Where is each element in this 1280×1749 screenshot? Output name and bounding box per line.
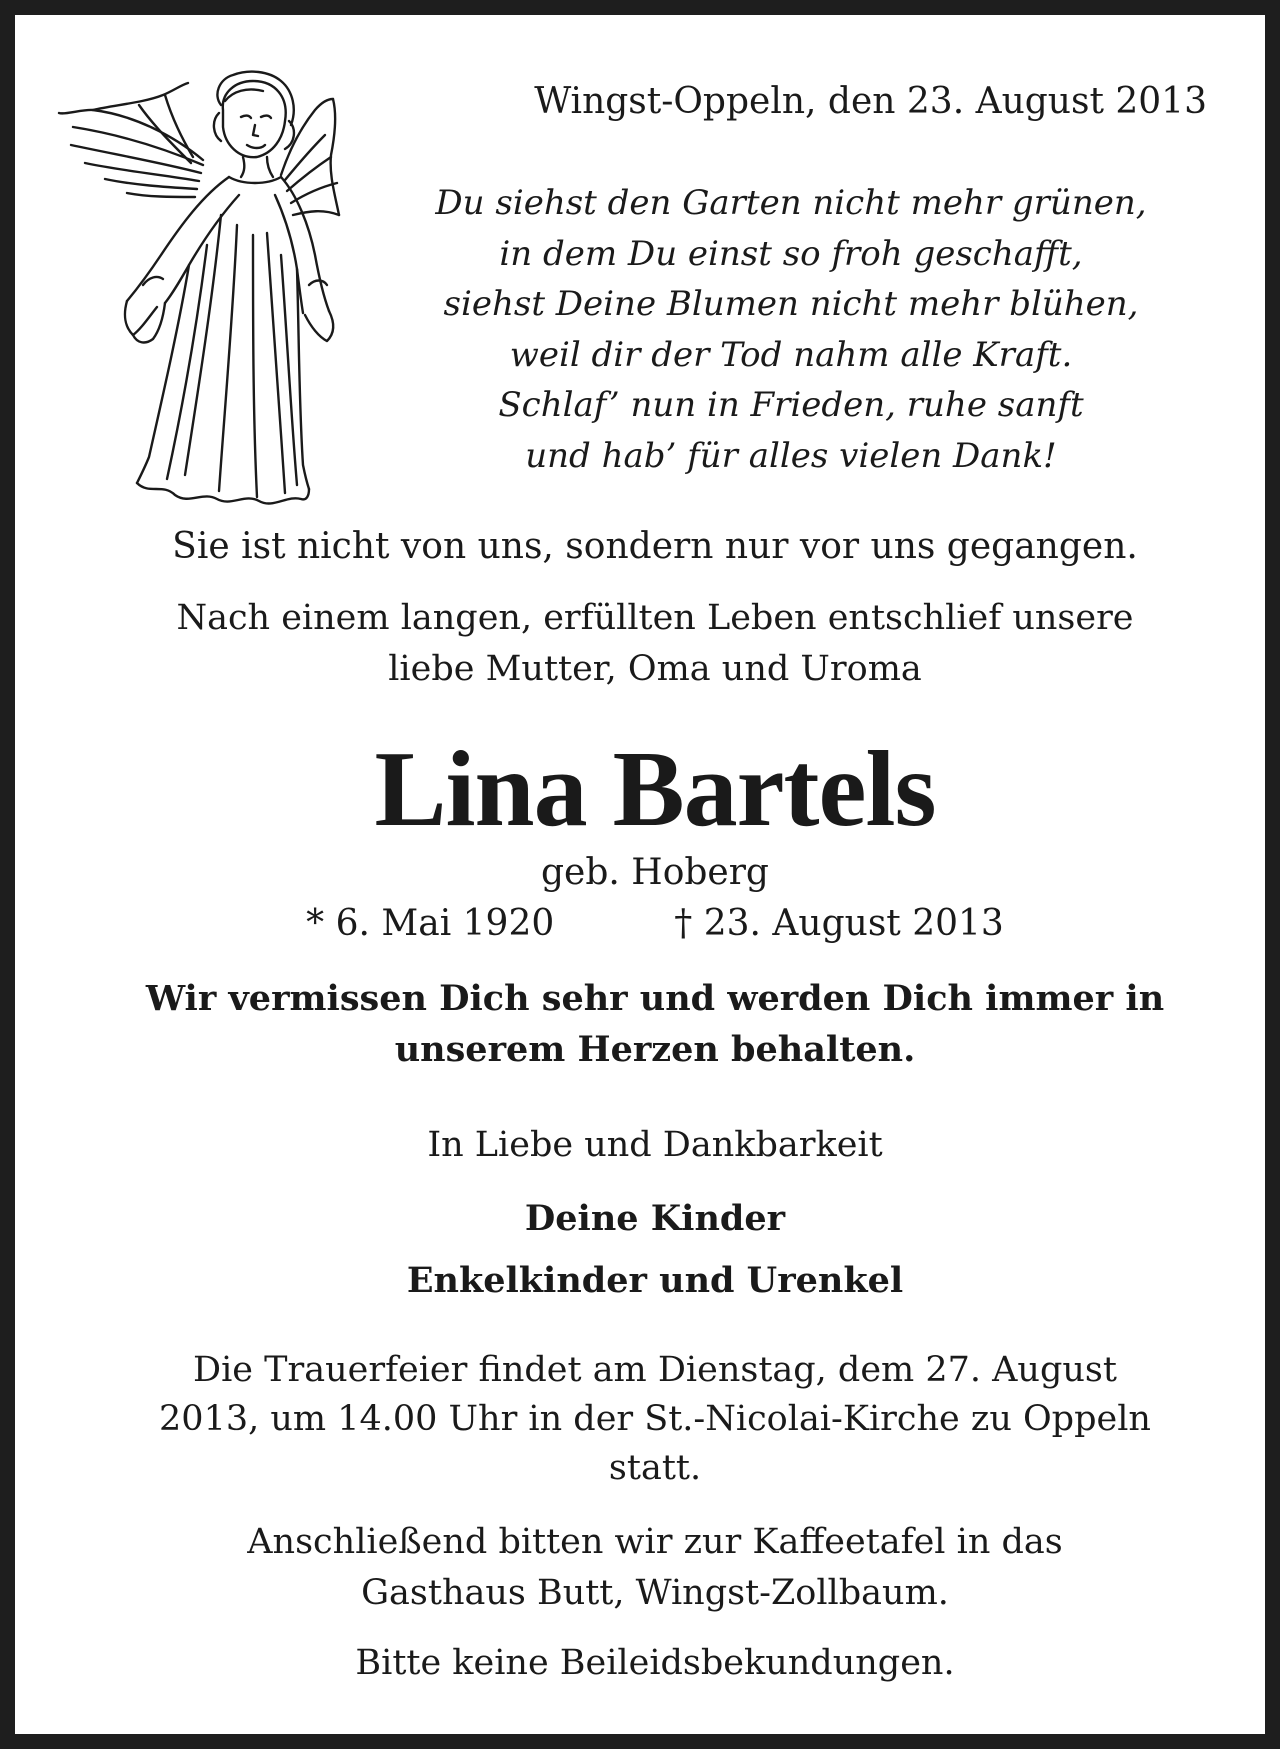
reception-line: Gasthaus Butt, Wingst-Zollbaum.: [361, 1573, 949, 1613]
poem-line: und hab’ für alles vielen Dank!: [525, 435, 1057, 476]
life-dates: [75, 899, 1235, 949]
funeral-line: 2013, um 14.00 Uhr in der St.-Nicolai-Kirche zu Oppeln: [159, 1399, 1151, 1439]
mourner-line: Deine Kinder: [524, 1198, 786, 1239]
mourners: [75, 1188, 1235, 1312]
reception-line: Anschließend bitten wir zur Kaffeetafel in das: [247, 1522, 1063, 1562]
remembrance-text: [75, 973, 1235, 1075]
poem-line: siehst Deine Blumen nicht mehr blühen,: [443, 284, 1139, 324]
funeral-info: [75, 1346, 1235, 1493]
poem-line: Schlaf’ nun in Frieden, ruhe sanft: [498, 385, 1084, 425]
death-date: † 23. August 2013: [674, 903, 1004, 944]
birth-date: * 6. Mai 1920: [306, 903, 555, 944]
angel-icon: [53, 65, 373, 510]
dateline: Wingst-Oppeln, den 23. August 2013: [534, 81, 1207, 122]
announcement-line: Nach einem langen, erfüllten Leben entschlief unsere: [176, 598, 1134, 638]
remembrance-line: unserem Herzen behalten.: [394, 1029, 916, 1070]
mourner-line: Enkelkinder und Urenkel: [406, 1260, 904, 1301]
condolence-note: Bitte keine Beileidsbekundungen.: [355, 1643, 955, 1683]
funeral-line: Die Trauerfeier findet am Dienstag, dem 27. August: [193, 1350, 1117, 1390]
deceased-name: Lina Bartels: [374, 730, 936, 849]
poem-line: in dem Du einst so froh geschafft,: [499, 233, 1083, 274]
poem-line: Du siehst den Garten nicht mehr grünen,: [435, 183, 1147, 223]
memorial-quote: Sie ist nicht von uns, sondern nur vor uns gegangen.: [172, 526, 1138, 567]
poem-line: weil dir der Tod nahm alle Kraft.: [509, 334, 1073, 375]
closing-phrase: In Liebe und Dankbarkeit: [427, 1125, 883, 1165]
maiden-name: geb. Hoberg: [541, 852, 769, 893]
funeral-line: statt.: [608, 1448, 702, 1488]
remembrance-line: Wir vermissen Dich sehr und werden Dich immer in: [145, 978, 1165, 1019]
poem: [375, 178, 1207, 481]
announcement-text: [75, 593, 1235, 695]
announcement-line: liebe Mutter, Oma und Uroma: [388, 649, 922, 689]
reception-info: [75, 1517, 1235, 1619]
